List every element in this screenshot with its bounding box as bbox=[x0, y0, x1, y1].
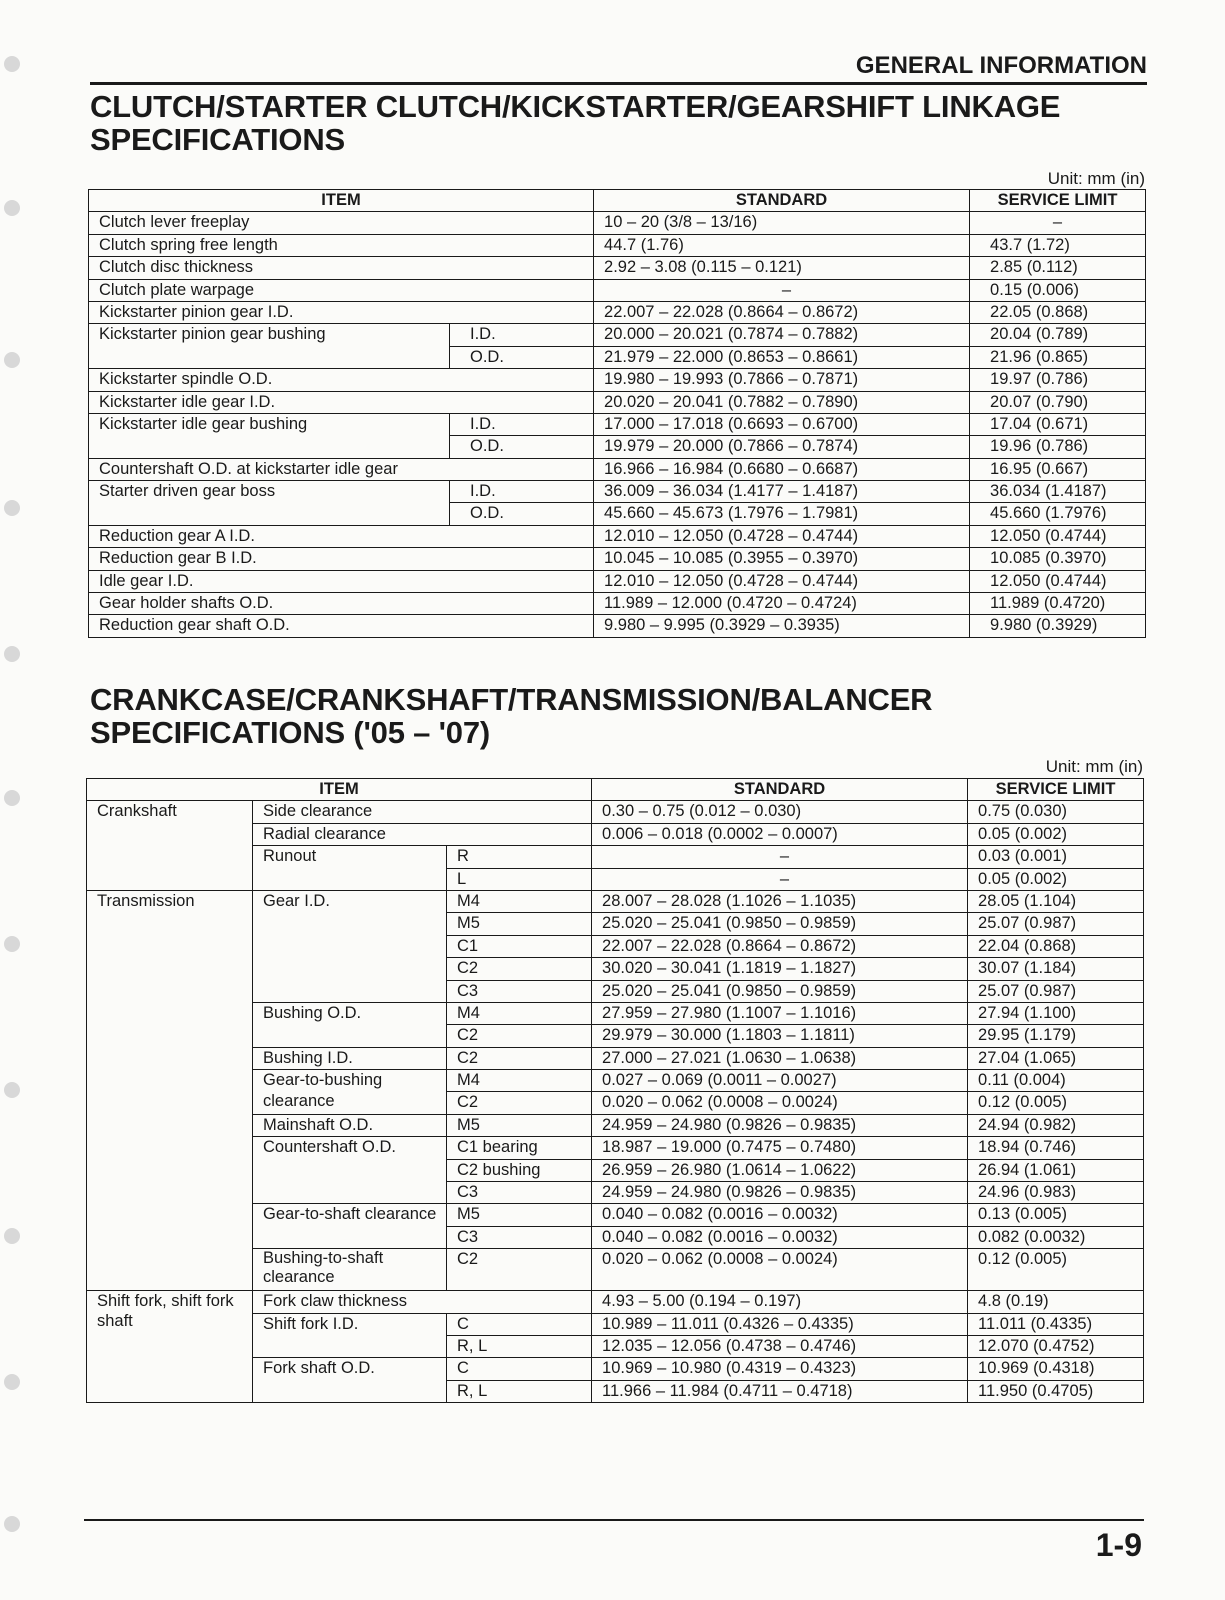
limit-cell: 0.12 (0.005) bbox=[968, 1249, 1144, 1291]
binder-hole bbox=[4, 1374, 20, 1390]
standard-cell: 0.006 – 0.018 (0.0002 – 0.0007) bbox=[592, 823, 968, 845]
table-row bbox=[89, 391, 1146, 413]
item-cell: Radial clearance bbox=[253, 823, 592, 845]
standard-cell: 2.92 – 3.08 (0.115 – 0.121) bbox=[594, 257, 970, 279]
standard-cell: 20.020 – 20.041 (0.7882 – 0.7890) bbox=[594, 391, 970, 413]
binder-hole bbox=[4, 1516, 20, 1532]
sub-cell: M5 bbox=[447, 1114, 592, 1136]
section2-unit: Unit: mm (in) bbox=[1045, 757, 1143, 776]
standard-cell: 22.007 – 22.028 (0.8664 – 0.8672) bbox=[592, 935, 968, 957]
col-header-standard: STANDARD bbox=[592, 779, 968, 801]
limit-cell: 2.85 (0.112) bbox=[970, 257, 1146, 279]
standard-cell: 9.980 – 9.995 (0.3929 – 0.3935) bbox=[594, 615, 970, 637]
limit-cell: 24.94 (0.982) bbox=[968, 1114, 1144, 1136]
binder-hole bbox=[4, 352, 20, 368]
table-row bbox=[89, 570, 1146, 592]
col-header-item: ITEM bbox=[89, 190, 594, 212]
standard-cell: 19.979 – 20.000 (0.7866 – 0.7874) bbox=[594, 436, 970, 458]
standard-cell: 20.000 – 20.021 (0.7874 – 0.7882) bbox=[594, 324, 970, 346]
header-rule bbox=[90, 82, 1147, 85]
item-cell: Bushing O.D. bbox=[253, 1002, 447, 1047]
limit-cell: 19.97 (0.786) bbox=[970, 369, 1146, 391]
section1-unit: Unit: mm (in) bbox=[1047, 169, 1145, 188]
table-row bbox=[89, 413, 1146, 435]
standard-cell: 0.040 – 0.082 (0.0016 – 0.0032) bbox=[592, 1226, 968, 1248]
standard-cell: 19.980 – 19.993 (0.7866 – 0.7871) bbox=[594, 369, 970, 391]
standard-cell: 0.027 – 0.069 (0.0011 – 0.0027) bbox=[592, 1070, 968, 1092]
item-cell: Bushing-to-shaft clearance bbox=[253, 1249, 447, 1291]
table-row bbox=[89, 593, 1146, 615]
limit-cell: 22.05 (0.868) bbox=[970, 301, 1146, 323]
standard-cell: 10.989 – 11.011 (0.4326 – 0.4335) bbox=[592, 1313, 968, 1335]
item-cell: Starter driven gear boss bbox=[89, 481, 450, 526]
section-header: GENERAL INFORMATION bbox=[855, 52, 1147, 79]
limit-cell: 11.950 (0.4705) bbox=[968, 1380, 1144, 1402]
item-cell: Clutch spring free length bbox=[89, 234, 594, 256]
table-header-row bbox=[89, 190, 1146, 212]
item-cell: Kickstarter pinion gear I.D. bbox=[89, 301, 594, 323]
limit-cell: 0.12 (0.005) bbox=[968, 1092, 1144, 1114]
col-header-item: ITEM bbox=[87, 779, 592, 801]
sub-cell: C3 bbox=[447, 1226, 592, 1248]
item-cell: Gear I.D. bbox=[253, 890, 447, 1002]
standard-cell: 11.966 – 11.984 (0.4711 – 0.4718) bbox=[592, 1380, 968, 1402]
item-cell: Kickstarter idle gear bushing bbox=[89, 413, 450, 458]
limit-cell: 11.011 (0.4335) bbox=[968, 1313, 1144, 1335]
binder-hole bbox=[4, 936, 20, 952]
standard-cell: 45.660 – 45.673 (1.7976 – 1.7981) bbox=[594, 503, 970, 525]
limit-cell: 11.989 (0.4720) bbox=[970, 593, 1146, 615]
limit-cell: 43.7 (1.72) bbox=[970, 234, 1146, 256]
limit-cell: 30.07 (1.184) bbox=[968, 958, 1144, 980]
sub-cell: R bbox=[447, 846, 592, 868]
standard-cell: 24.959 – 24.980 (0.9826 – 0.9835) bbox=[592, 1182, 968, 1204]
table-header-row bbox=[87, 779, 1144, 801]
binder-hole bbox=[4, 1082, 20, 1098]
table-row bbox=[89, 212, 1146, 234]
limit-cell: 0.11 (0.004) bbox=[968, 1070, 1144, 1092]
limit-cell: 25.07 (0.987) bbox=[968, 980, 1144, 1002]
limit-cell: 9.980 (0.3929) bbox=[970, 615, 1146, 637]
standard-cell: 12.010 – 12.050 (0.4728 – 0.4744) bbox=[594, 570, 970, 592]
limit-cell: 4.8 (0.19) bbox=[968, 1291, 1144, 1313]
item-cell: Clutch disc thickness bbox=[89, 257, 594, 279]
item-cell: Mainshaft O.D. bbox=[253, 1114, 447, 1136]
table-row bbox=[89, 324, 1146, 346]
limit-cell: 18.94 (0.746) bbox=[968, 1137, 1144, 1159]
section2-title-line2: SPECIFICATIONS ('05 – '07) bbox=[90, 715, 491, 750]
standard-cell: – bbox=[594, 279, 970, 301]
section1-title-line2: SPECIFICATIONS bbox=[90, 122, 345, 157]
table-row bbox=[89, 458, 1146, 480]
standard-cell: 29.979 – 30.000 (1.1803 – 1.1811) bbox=[592, 1025, 968, 1047]
limit-cell: 12.070 (0.4752) bbox=[968, 1335, 1144, 1357]
sub-cell: C2 bbox=[447, 1092, 592, 1114]
standard-cell: 0.020 – 0.062 (0.0008 – 0.0024) bbox=[592, 1092, 968, 1114]
limit-cell: 26.94 (1.061) bbox=[968, 1159, 1144, 1181]
limit-cell: 0.082 (0.0032) bbox=[968, 1226, 1144, 1248]
limit-cell: 0.03 (0.001) bbox=[968, 846, 1144, 868]
limit-cell: 12.050 (0.4744) bbox=[970, 570, 1146, 592]
item-cell: Shift fork I.D. bbox=[253, 1313, 447, 1358]
sub-cell: C2 bbox=[447, 1249, 592, 1291]
sub-cell: O.D. bbox=[450, 346, 594, 368]
standard-cell: 26.959 – 26.980 (1.0614 – 1.0622) bbox=[592, 1159, 968, 1181]
item-cell: Idle gear I.D. bbox=[89, 570, 594, 592]
item-cell: Kickstarter idle gear I.D. bbox=[89, 391, 594, 413]
standard-cell: 28.007 – 28.028 (1.1026 – 1.1035) bbox=[592, 890, 968, 912]
standard-cell: 4.93 – 5.00 (0.194 – 0.197) bbox=[592, 1291, 968, 1313]
col-header-standard: STANDARD bbox=[594, 190, 970, 212]
sub-cell: C1 bearing bbox=[447, 1137, 592, 1159]
table-row bbox=[89, 257, 1146, 279]
standard-cell: 24.959 – 24.980 (0.9826 – 0.9835) bbox=[592, 1114, 968, 1136]
col-header-service-limit: SERVICE LIMIT bbox=[968, 779, 1144, 801]
limit-cell: 25.07 (0.987) bbox=[968, 913, 1144, 935]
item-cell: Reduction gear B I.D. bbox=[89, 548, 594, 570]
limit-cell: 27.94 (1.100) bbox=[968, 1002, 1144, 1024]
sub-cell: M4 bbox=[447, 1070, 592, 1092]
binder-hole bbox=[4, 500, 20, 516]
limit-cell: 24.96 (0.983) bbox=[968, 1182, 1144, 1204]
sub-cell: I.D. bbox=[450, 324, 594, 346]
table-row bbox=[89, 301, 1146, 323]
standard-cell: 0.30 – 0.75 (0.012 – 0.030) bbox=[592, 801, 968, 823]
standard-cell: 12.010 – 12.050 (0.4728 – 0.4744) bbox=[594, 525, 970, 547]
sub-cell: C1 bbox=[447, 935, 592, 957]
crankcase-spec-table bbox=[86, 778, 1144, 1403]
standard-cell: 0.020 – 0.062 (0.0008 – 0.0024) bbox=[592, 1249, 968, 1291]
standard-cell: 10 – 20 (3/8 – 13/16) bbox=[594, 212, 970, 234]
limit-cell: 0.13 (0.005) bbox=[968, 1204, 1144, 1226]
group-cell: Crankshaft bbox=[87, 801, 253, 891]
standard-cell: 36.009 – 36.034 (1.4177 – 1.4187) bbox=[594, 481, 970, 503]
item-cell: Countershaft O.D. at kickstarter idle gear bbox=[89, 458, 594, 480]
limit-cell: 0.15 (0.006) bbox=[970, 279, 1146, 301]
table-row bbox=[87, 890, 1144, 912]
sub-cell: I.D. bbox=[450, 481, 594, 503]
limit-cell: 29.95 (1.179) bbox=[968, 1025, 1144, 1047]
item-cell: Clutch lever freeplay bbox=[89, 212, 594, 234]
sub-cell: R, L bbox=[447, 1335, 592, 1357]
section1-title bbox=[90, 90, 1060, 156]
sub-cell: C3 bbox=[447, 1182, 592, 1204]
limit-cell: 22.04 (0.868) bbox=[968, 935, 1144, 957]
standard-cell: 11.989 – 12.000 (0.4720 – 0.4724) bbox=[594, 593, 970, 615]
table-row bbox=[87, 801, 1144, 823]
table-row bbox=[89, 279, 1146, 301]
sub-cell: I.D. bbox=[450, 413, 594, 435]
standard-cell: 16.966 – 16.984 (0.6680 – 0.6687) bbox=[594, 458, 970, 480]
limit-cell: 19.96 (0.786) bbox=[970, 436, 1146, 458]
item-cell: Gear-to-shaft clearance bbox=[253, 1204, 447, 1249]
standard-cell: 10.045 – 10.085 (0.3955 – 0.3970) bbox=[594, 548, 970, 570]
table-row bbox=[89, 369, 1146, 391]
item-cell: Bushing I.D. bbox=[253, 1047, 447, 1069]
sub-cell: C bbox=[447, 1313, 592, 1335]
sub-cell: C2 bbox=[447, 958, 592, 980]
sub-cell: R, L bbox=[447, 1380, 592, 1402]
limit-cell: 12.050 (0.4744) bbox=[970, 525, 1146, 547]
standard-cell: 25.020 – 25.041 (0.9850 – 0.9859) bbox=[592, 980, 968, 1002]
section2-title-line1: CRANKCASE/CRANKSHAFT/TRANSMISSION/BALANCER bbox=[90, 682, 933, 717]
binder-hole bbox=[4, 1228, 20, 1244]
page-number: 1-9 bbox=[1095, 1527, 1142, 1563]
limit-cell: 27.04 (1.065) bbox=[968, 1047, 1144, 1069]
standard-cell: 30.020 – 30.041 (1.1819 – 1.1827) bbox=[592, 958, 968, 980]
standard-cell: – bbox=[592, 846, 968, 868]
binder-hole bbox=[4, 56, 20, 72]
standard-cell: 27.000 – 27.021 (1.0630 – 1.0638) bbox=[592, 1047, 968, 1069]
sub-cell: M5 bbox=[447, 1204, 592, 1226]
item-cell: Gear holder shafts O.D. bbox=[89, 593, 594, 615]
group-cell: Transmission bbox=[87, 890, 253, 1290]
binder-hole bbox=[4, 790, 20, 806]
binder-hole bbox=[4, 200, 20, 216]
standard-cell: – bbox=[592, 868, 968, 890]
item-cell: Kickstarter pinion gear bushing bbox=[89, 324, 450, 369]
sub-cell: C2 bushing bbox=[447, 1159, 592, 1181]
standard-cell: 10.969 – 10.980 (0.4319 – 0.4323) bbox=[592, 1358, 968, 1380]
limit-cell: – bbox=[970, 212, 1146, 234]
sub-cell: C bbox=[447, 1358, 592, 1380]
standard-cell: 12.035 – 12.056 (0.4738 – 0.4746) bbox=[592, 1335, 968, 1357]
binder-hole bbox=[4, 646, 20, 662]
sub-cell: L bbox=[447, 868, 592, 890]
section2-title bbox=[90, 683, 932, 749]
table-row bbox=[87, 1291, 1144, 1313]
sub-cell: M4 bbox=[447, 1002, 592, 1024]
item-cell: Reduction gear shaft O.D. bbox=[89, 615, 594, 637]
table-row bbox=[89, 481, 1146, 503]
standard-cell: 0.040 – 0.082 (0.0016 – 0.0032) bbox=[592, 1204, 968, 1226]
limit-cell: 20.07 (0.790) bbox=[970, 391, 1146, 413]
limit-cell: 36.034 (1.4187) bbox=[970, 481, 1146, 503]
standard-cell: 17.000 – 17.018 (0.6693 – 0.6700) bbox=[594, 413, 970, 435]
sub-cell: O.D. bbox=[450, 503, 594, 525]
sub-cell: M5 bbox=[447, 913, 592, 935]
sub-cell: O.D. bbox=[450, 436, 594, 458]
limit-cell: 17.04 (0.671) bbox=[970, 413, 1146, 435]
limit-cell: 0.05 (0.002) bbox=[968, 868, 1144, 890]
table-row bbox=[89, 234, 1146, 256]
item-cell: Runout bbox=[253, 846, 447, 891]
standard-cell: 27.959 – 27.980 (1.1007 – 1.1016) bbox=[592, 1002, 968, 1024]
limit-cell: 0.75 (0.030) bbox=[968, 801, 1144, 823]
limit-cell: 10.085 (0.3970) bbox=[970, 548, 1146, 570]
sub-cell: C2 bbox=[447, 1047, 592, 1069]
standard-cell: 44.7 (1.76) bbox=[594, 234, 970, 256]
item-cell: Fork shaft O.D. bbox=[253, 1358, 447, 1403]
item-cell: Clutch plate warpage bbox=[89, 279, 594, 301]
standard-cell: 21.979 – 22.000 (0.8653 – 0.8661) bbox=[594, 346, 970, 368]
standard-cell: 22.007 – 22.028 (0.8664 – 0.8672) bbox=[594, 301, 970, 323]
table-row bbox=[89, 615, 1146, 637]
limit-cell: 28.05 (1.104) bbox=[968, 890, 1144, 912]
table-row bbox=[89, 548, 1146, 570]
sub-cell: C2 bbox=[447, 1025, 592, 1047]
col-header-service-limit: SERVICE LIMIT bbox=[970, 190, 1146, 212]
footer-rule bbox=[84, 1519, 1144, 1521]
clutch-spec-table bbox=[88, 189, 1146, 638]
item-cell: Kickstarter spindle O.D. bbox=[89, 369, 594, 391]
item-cell: Countershaft O.D. bbox=[253, 1137, 447, 1204]
item-cell: Reduction gear A I.D. bbox=[89, 525, 594, 547]
group-cell: Shift fork, shift fork shaft bbox=[87, 1291, 253, 1403]
limit-cell: 20.04 (0.789) bbox=[970, 324, 1146, 346]
sub-cell: M4 bbox=[447, 890, 592, 912]
item-cell: Gear-to-bushing clearance bbox=[253, 1070, 447, 1115]
limit-cell: 0.05 (0.002) bbox=[968, 823, 1144, 845]
limit-cell: 10.969 (0.4318) bbox=[968, 1358, 1144, 1380]
standard-cell: 25.020 – 25.041 (0.9850 – 0.9859) bbox=[592, 913, 968, 935]
limit-cell: 21.96 (0.865) bbox=[970, 346, 1146, 368]
table-row bbox=[89, 525, 1146, 547]
section1-title-line1: CLUTCH/STARTER CLUTCH/KICKSTARTER/GEARSHIFT LINKAGE bbox=[90, 89, 1061, 124]
sub-cell: C3 bbox=[447, 980, 592, 1002]
standard-cell: 18.987 – 19.000 (0.7475 – 0.7480) bbox=[592, 1137, 968, 1159]
item-cell: Fork claw thickness bbox=[253, 1291, 592, 1313]
limit-cell: 45.660 (1.7976) bbox=[970, 503, 1146, 525]
limit-cell: 16.95 (0.667) bbox=[970, 458, 1146, 480]
item-cell: Side clearance bbox=[253, 801, 592, 823]
